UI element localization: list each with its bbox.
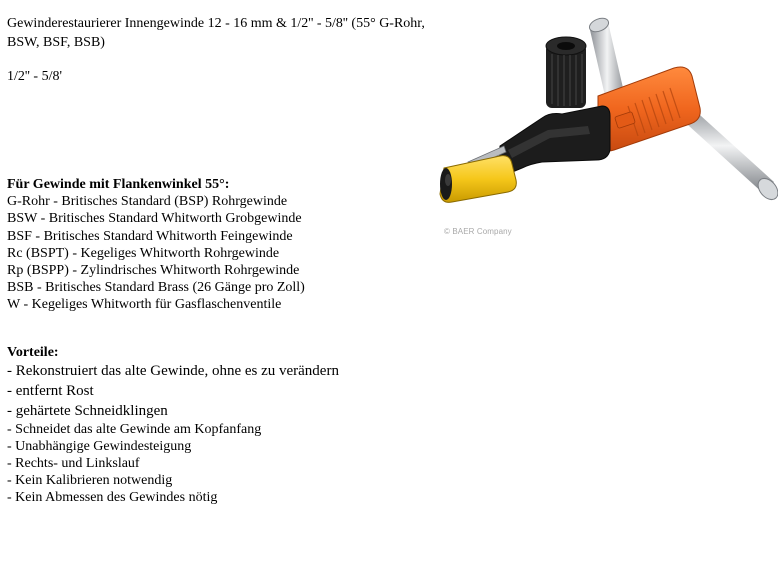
yellow-cap — [440, 156, 516, 203]
benefit-item: - Rekonstruiert das alte Gewinde, ohne es zu verändern — [7, 363, 339, 379]
benefits-section — [7, 344, 339, 506]
benefit-item: - entfernt Rost — [7, 383, 94, 399]
benefit-item: - Unabhängige Gewindesteigung — [7, 439, 192, 454]
benefit-item: - Kein Kalibrieren notwendig — [7, 473, 173, 488]
benefits-heading: Vorteile: — [7, 345, 59, 360]
black-holder — [498, 106, 610, 178]
thread-type-item: Rp (BSPP) - Zylindrisches Whitworth Rohrgewinde — [7, 263, 300, 279]
benefit-item: - gehärtete Schneidklingen — [7, 403, 168, 419]
black-knurled-knob — [546, 37, 586, 108]
product-image — [438, 10, 778, 242]
thread-types-section — [7, 176, 305, 314]
product-title: Gewinderestaurierer Innengewinde 12 - 16 mm & 1/2'' - 5/8'' (55° G-Rohr, BSW, BSF, BSB) — [7, 16, 425, 50]
thread-types-heading: Für Gewinde mit Flankenwinkel 55°: — [7, 177, 230, 192]
size-range: 1/2'' - 5/8' — [7, 69, 63, 84]
benefit-item: - Kein Abmessen des Gewindes nötig — [7, 490, 218, 505]
thread-type-item: W - Kegeliges Whitworth für Gasflaschenventile — [7, 297, 282, 313]
thread-type-item: BSB - Britisches Standard Brass (26 Gänge pro Zoll) — [7, 280, 305, 296]
thread-type-item: BSW - Britisches Standard Whitworth Grobgewinde — [7, 211, 302, 227]
thread-type-item: BSF - Britisches Standard Whitworth Feingewinde — [7, 228, 293, 244]
benefit-item: - Rechts- und Linkslauf — [7, 456, 140, 471]
thread-type-item: Rc (BSPT) - Kegeliges Whitworth Rohrgewinde — [7, 245, 280, 261]
image-copyright: © BAER Company — [444, 227, 512, 236]
thread-type-item: G-Rohr - Britisches Standard (BSP) Rohrgewinde — [7, 194, 288, 210]
benefit-item: - Schneidet das alte Gewinde am Kopfanfang — [7, 422, 262, 437]
